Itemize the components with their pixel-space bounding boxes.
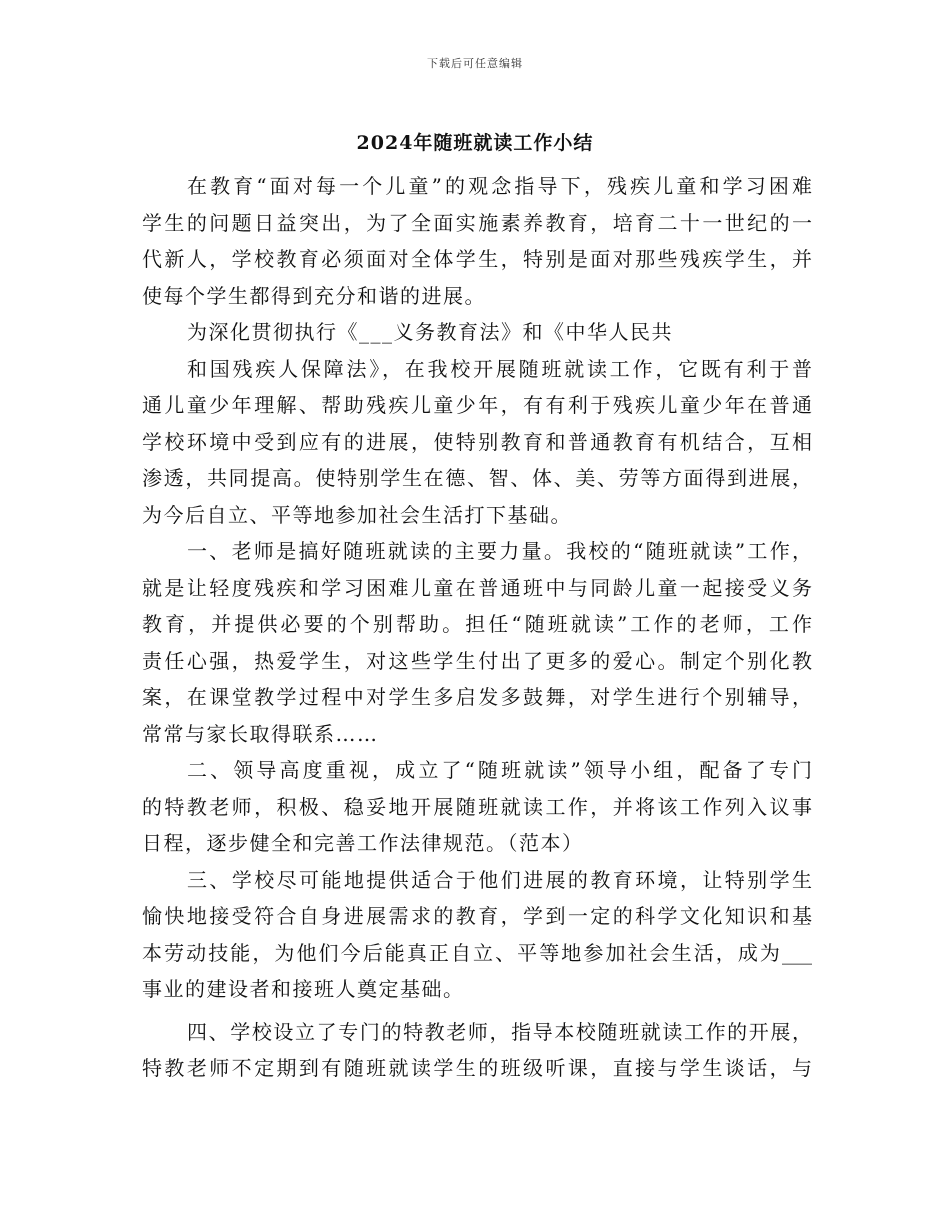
paragraph-line: 教育，并提供必要的个别帮助。担任“随班就读”工作的老师，工作 <box>142 612 812 636</box>
paragraph-line: 学生的问题日益突出，为了全面实施素养教育，培育二十一世纪的一 <box>142 210 812 235</box>
paragraph-line: 通儿童少年理解、帮助残疾儿童少年，有有利于残疾儿童少年在普通 <box>142 393 812 417</box>
paragraph-line: 四、学校设立了专门的特教老师，指导本校随班就读工作的开展， <box>187 1019 812 1044</box>
paragraph-line: 本劳动技能，为他们今后能真正自立、平等地参加社会生活，成为___ <box>142 940 812 965</box>
paragraph-line: 二、领导高度重视，成立了“随班就读”领导小组，配备了专门 <box>187 758 812 782</box>
paragraph-line: 使每个学生都得到充分和谐的进展。 <box>142 283 486 308</box>
document-title: 2024年随班就读工作小结 <box>356 132 594 154</box>
document-body <box>142 168 812 1087</box>
paragraph-line: 责任心强，热爱学生，对这些学生付出了更多的爱心。制定个别化教 <box>142 648 812 673</box>
paragraph-line: 渗透，共同提高。使特别学生在德、智、体、美、劳等方面得到进展， <box>142 466 812 490</box>
paragraph-line: 就是让轻度残疾和学习困难儿童在普通班中与同龄儿童一起接受义务 <box>142 575 812 600</box>
header-note: 下载后可任意编辑 <box>427 57 523 70</box>
paragraph-line: 学校环境中受到应有的进展，使特别教育和普通教育有机结合，互相 <box>142 429 812 454</box>
paragraph-line: 在教育“面对每一个儿童”的观念指导下，残疾儿童和学习困难 <box>187 174 812 198</box>
paragraph-line: 常常与家长取得联系…… <box>142 721 379 746</box>
paragraph-line: 一、老师是搞好随班就读的主要力量。我校的“随班就读”工作， <box>187 539 812 563</box>
paragraph-line: 特教老师不定期到有随班就读学生的班级听课，直接与学生谈话，与 <box>142 1056 812 1080</box>
paragraph-line: 和国残疾人保障法》，在我校开展随班就读工作，它既有利于普 <box>187 356 812 381</box>
paragraph-line: 代新人，学校教育必须面对全体学生，特别是面对那些残疾学生，并 <box>142 247 812 271</box>
paragraph-line: 案，在课堂教学过程中对学生多启发多鼓舞，对学生进行个别辅导， <box>142 685 812 709</box>
paragraph-line: 的特教老师，积极、稳妥地开展随班就读工作，并将该工作列入议事 <box>142 794 812 819</box>
paragraph-line: 三、学校尽可能地提供适合于他们进展的教育环境，让特别学生 <box>187 867 812 892</box>
paragraph-line: 事业的建设者和接班人奠定基础。 <box>142 977 465 1001</box>
paragraph-line: 日程，逐步健全和完善工作法律规范。（范本） <box>142 831 584 855</box>
paragraph-line: 为今后自立、平等地参加社会生活打下基础。 <box>142 502 572 527</box>
paragraph-line: 愉快地接受符合自身进展需求的教育，学到一定的科学文化知识和基 <box>142 904 812 928</box>
paragraph-line: 为深化贯彻执行《___义务教育法》和《中华人民共 <box>187 320 673 344</box>
